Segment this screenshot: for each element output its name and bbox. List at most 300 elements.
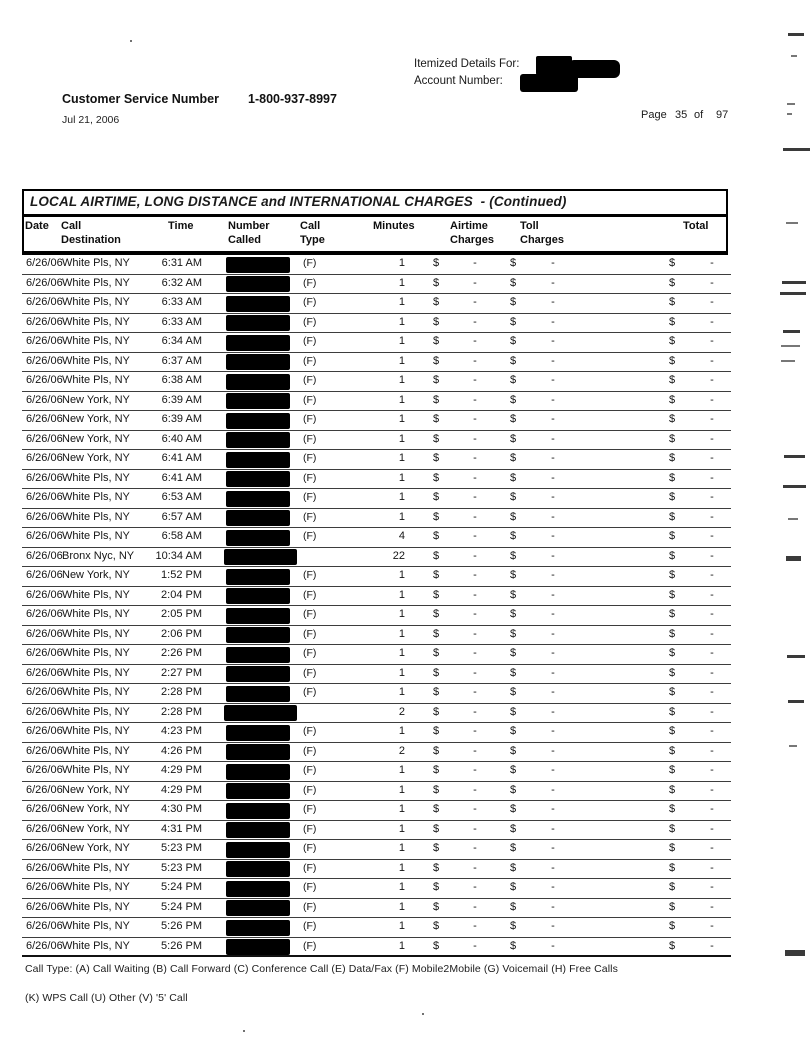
scan-artifact [788,33,804,36]
page-of-label: of [694,109,704,121]
cell-call-type: (F) [303,510,317,523]
table-body [22,255,731,957]
cell-toll-currency: $ [510,569,517,581]
cell-toll-currency: $ [510,452,517,464]
cell-toll-amount: - [551,783,555,796]
cell-call-type: (F) [303,374,317,386]
cell-call-type: (F) [303,744,317,757]
cell-total-amount: - [710,393,714,406]
cell-date: 6/26/06 [26,744,63,757]
cell-destination: White Pls, NY [62,744,130,757]
cell-call-type: (F) [303,530,317,542]
redacted-number-called [226,315,290,331]
cell-date: 6/26/06 [26,647,63,659]
cell-call-type: (F) [303,393,317,406]
cell-minutes: 1 [398,608,405,620]
cell-date: 6/26/06 [26,471,63,484]
cell-total-currency: $ [669,530,676,542]
redacted-number-called [226,354,290,370]
cell-minutes: 1 [398,842,405,854]
cell-toll-currency: $ [510,510,517,523]
cell-airtime-currency: $ [433,588,440,601]
cell-destination: New York, NY [62,842,130,854]
table-row [22,372,731,392]
cell-total-amount: - [710,335,714,347]
cell-total-currency: $ [669,666,676,679]
scan-artifact [784,455,805,458]
cell-date: 6/26/06 [26,491,63,503]
redacted-number-called [226,432,290,448]
cell-date: 6/26/06 [26,510,63,523]
cell-destination: New York, NY [62,822,130,835]
cell-airtime-amount: - [473,666,477,679]
cell-airtime-amount: - [473,647,477,659]
cell-toll-amount: - [551,354,555,367]
cell-toll-currency: $ [510,822,517,835]
cell-airtime-currency: $ [433,315,440,328]
cell-airtime-amount: - [473,393,477,406]
redacted-number-called [226,296,290,312]
cell-airtime-currency: $ [433,861,440,874]
cell-toll-amount: - [551,842,555,854]
cell-destination: White Pls, NY [62,920,130,932]
scan-artifact [781,360,795,362]
cell-date: 6/26/06 [26,374,63,386]
cell-date: 6/26/06 [26,393,63,406]
cell-time: 4:23 PM [161,725,202,737]
cell-total-currency: $ [669,744,676,757]
table-row [22,450,731,470]
cell-toll-currency: $ [510,374,517,386]
cell-total-amount: - [710,861,714,874]
cell-total-amount: - [710,491,714,503]
cell-call-type: (F) [303,783,317,796]
cell-time: 6:32 AM [161,276,202,289]
table-row [22,743,731,763]
cell-date: 6/26/06 [26,257,63,269]
cell-date: 6/26/06 [26,608,63,620]
cell-time: 2:05 PM [161,608,202,620]
cell-time: 6:37 AM [161,354,202,367]
table-row [22,353,731,373]
cell-airtime-currency: $ [433,627,440,640]
cell-toll-currency: $ [510,549,517,562]
cell-airtime-amount: - [473,374,477,386]
cell-call-type: (F) [303,627,317,640]
cell-total-amount: - [710,432,714,445]
cell-date: 6/26/06 [26,354,63,367]
cell-date: 6/26/06 [26,276,63,289]
table-row [22,860,731,880]
cell-toll-amount: - [551,666,555,679]
cell-destination: New York, NY [62,393,130,406]
cell-total-amount: - [710,764,714,776]
col-header-destination-l2: Destination [61,234,121,246]
cell-airtime-currency: $ [433,549,440,562]
cell-airtime-currency: $ [433,510,440,523]
cell-airtime-currency: $ [433,471,440,484]
cell-toll-amount: - [551,491,555,503]
cell-destination: White Pls, NY [62,705,130,718]
cell-date: 6/26/06 [26,842,63,854]
scan-artifact [780,292,806,295]
cell-airtime-amount: - [473,569,477,581]
cell-toll-currency: $ [510,413,517,425]
cell-destination: White Pls, NY [62,939,130,952]
cell-total-amount: - [710,725,714,737]
cell-toll-currency: $ [510,725,517,737]
redacted-number-called [226,413,290,429]
cell-call-type: (F) [303,257,317,269]
cell-airtime-amount: - [473,471,477,484]
cell-call-type: (F) [303,842,317,854]
cell-destination: White Pls, NY [62,354,130,367]
cell-airtime-amount: - [473,354,477,367]
cell-call-type: (F) [303,920,317,932]
cell-destination: White Pls, NY [62,296,130,308]
cell-minutes: 1 [398,491,405,503]
cell-destination: Bronx Nyc, NY [62,549,135,562]
scan-artifact [789,745,797,747]
cell-time: 5:24 PM [161,900,202,913]
cell-total-currency: $ [669,686,676,698]
cell-airtime-currency: $ [433,393,440,406]
cell-minutes: 2 [398,705,405,718]
cell-total-currency: $ [669,569,676,581]
cell-total-amount: - [710,315,714,328]
cell-call-type: (F) [303,822,317,835]
cell-airtime-amount: - [473,549,477,562]
redacted-number-called [226,276,290,292]
redacted-number-called [226,647,290,663]
table-row [22,723,731,743]
cell-total-currency: $ [669,374,676,386]
cell-total-amount: - [710,686,714,698]
col-header-time: Time [168,220,194,232]
statement-date: Jul 21, 2006 [62,114,120,126]
cell-destination: New York, NY [62,803,130,815]
cell-date: 6/26/06 [26,432,63,445]
cell-date: 6/26/06 [26,335,63,347]
cell-minutes: 1 [398,452,405,464]
cell-date: 6/26/06 [26,764,63,776]
cell-minutes: 1 [398,354,405,367]
cell-toll-amount: - [551,276,555,289]
cell-call-type: (F) [303,569,317,581]
cell-call-type: (F) [303,725,317,737]
call-type-legend-line1: Call Type: (A) Call Waiting (B) Call Forward (C) Conference Call (E) Data/Fax (F) Mobile2Mobile (G) Voicemail (H) Free Calls [25,963,618,975]
account-number-label: Account Number: [414,75,503,87]
cell-total-currency: $ [669,296,676,308]
cell-toll-amount: - [551,764,555,776]
redacted-number-called [226,530,290,546]
cell-total-amount: - [710,608,714,620]
cell-airtime-amount: - [473,452,477,464]
table-row [22,333,731,353]
cell-date: 6/26/06 [26,296,63,308]
cell-date: 6/26/06 [26,861,63,874]
scan-speck [130,40,132,42]
page-current: 35 [675,109,688,121]
redacted-name-part1 [536,56,572,75]
customer-service-number: 1-800-937-8997 [248,92,337,106]
redacted-number-called [226,666,290,682]
cell-toll-currency: $ [510,627,517,640]
cell-total-currency: $ [669,900,676,913]
cell-total-amount: - [710,276,714,289]
cell-date: 6/26/06 [26,705,63,718]
cell-date: 6/26/06 [26,900,63,913]
cell-date: 6/26/06 [26,627,63,640]
cell-date: 6/26/06 [26,452,63,464]
cell-toll-amount: - [551,374,555,386]
table-row [22,821,731,841]
cell-total-currency: $ [669,783,676,796]
redacted-number-called [226,744,290,760]
cell-toll-amount: - [551,335,555,347]
cell-call-type: (F) [303,939,317,952]
cell-minutes: 1 [398,627,405,640]
table-row [22,470,731,490]
cell-airtime-amount: - [473,257,477,269]
cell-destination: New York, NY [62,432,130,445]
cell-airtime-amount: - [473,744,477,757]
cell-airtime-amount: - [473,315,477,328]
cell-toll-currency: $ [510,900,517,913]
cell-airtime-currency: $ [433,647,440,659]
cell-minutes: 1 [398,393,405,406]
scan-artifact [785,950,805,956]
scan-speck [422,1013,424,1015]
redacted-number-called [226,491,290,507]
cell-toll-amount: - [551,881,555,893]
cell-destination: White Pls, NY [62,588,130,601]
table-row [22,938,731,958]
cell-date: 6/26/06 [26,686,63,698]
cell-time: 2:26 PM [161,647,202,659]
redacted-number-called [226,803,290,819]
cell-airtime-amount: - [473,920,477,932]
cell-total-currency: $ [669,471,676,484]
cell-destination: White Pls, NY [62,257,130,269]
cell-destination: White Pls, NY [62,861,130,874]
cell-date: 6/26/06 [26,881,63,893]
cell-toll-amount: - [551,471,555,484]
cell-minutes: 22 [392,549,405,562]
cell-toll-amount: - [551,803,555,815]
redacted-number-called [226,822,290,838]
cell-date: 6/26/06 [26,413,63,425]
cell-airtime-currency: $ [433,530,440,542]
cell-total-amount: - [710,354,714,367]
cell-destination: White Pls, NY [62,608,130,620]
cell-call-type: (F) [303,354,317,367]
cell-call-type: (F) [303,471,317,484]
cell-airtime-currency: $ [433,725,440,737]
col-header-destination-l1: Call [61,220,82,232]
table-row [22,567,731,587]
cell-total-currency: $ [669,627,676,640]
cell-minutes: 1 [398,432,405,445]
col-header-number-l1: Number [228,220,270,232]
cell-time: 6:53 AM [161,491,202,503]
cell-date: 6/26/06 [26,803,63,815]
cell-call-type: (F) [303,686,317,698]
cell-airtime-amount: - [473,276,477,289]
cell-airtime-amount: - [473,725,477,737]
cell-total-amount: - [710,510,714,523]
cell-total-currency: $ [669,413,676,425]
table-row [22,528,731,548]
cell-time: 5:24 PM [161,881,202,893]
cell-total-currency: $ [669,315,676,328]
cell-total-amount: - [710,842,714,854]
cell-toll-currency: $ [510,491,517,503]
customer-service-label: Customer Service Number [62,92,220,106]
cell-minutes: 1 [398,920,405,932]
cell-airtime-amount: - [473,335,477,347]
cell-airtime-amount: - [473,861,477,874]
cell-total-amount: - [710,822,714,835]
cell-toll-currency: $ [510,861,517,874]
cell-airtime-currency: $ [433,452,440,464]
cell-airtime-currency: $ [433,335,440,347]
scan-artifact [783,330,800,333]
page-label: Page [641,109,667,121]
cell-minutes: 1 [398,374,405,386]
cell-toll-currency: $ [510,335,517,347]
cell-toll-currency: $ [510,744,517,757]
cell-toll-currency: $ [510,764,517,776]
cell-minutes: 1 [398,296,405,308]
cell-total-currency: $ [669,549,676,562]
cell-destination: White Pls, NY [62,315,130,328]
redacted-number-called [224,705,297,721]
redacted-number-called [226,471,290,487]
table-row [22,665,731,685]
col-header-total: Total [683,220,709,232]
cell-call-type: (F) [303,315,317,328]
scan-speck [243,1030,245,1032]
cell-call-type: (F) [303,608,317,620]
cell-total-amount: - [710,374,714,386]
cell-minutes: 2 [398,744,405,757]
cell-airtime-currency: $ [433,608,440,620]
cell-toll-amount: - [551,432,555,445]
cell-toll-amount: - [551,725,555,737]
cell-date: 6/26/06 [26,549,63,562]
cell-time: 2:28 PM [161,686,202,698]
scan-artifact [786,222,798,224]
page-total: 97 [716,109,729,121]
cell-toll-currency: $ [510,686,517,698]
cell-total-amount: - [710,900,714,913]
cell-total-currency: $ [669,354,676,367]
cell-minutes: 1 [398,939,405,952]
cell-total-currency: $ [669,276,676,289]
cell-time: 6:34 AM [161,335,202,347]
table-row [22,411,731,431]
cell-airtime-amount: - [473,432,477,445]
cell-toll-amount: - [551,705,555,718]
cell-airtime-currency: $ [433,842,440,854]
cell-destination: White Pls, NY [62,647,130,659]
cell-airtime-currency: $ [433,705,440,718]
redacted-number-called [226,510,290,526]
redacted-number-called [226,608,290,624]
table-row [22,548,731,568]
cell-toll-currency: $ [510,939,517,952]
cell-airtime-currency: $ [433,432,440,445]
cell-airtime-amount: - [473,627,477,640]
table-row [22,294,731,314]
title-divider [22,214,728,217]
cell-total-amount: - [710,803,714,815]
cell-time: 2:27 PM [161,666,202,679]
cell-destination: White Pls, NY [62,881,130,893]
cell-airtime-currency: $ [433,783,440,796]
cell-airtime-currency: $ [433,491,440,503]
cell-time: 4:29 PM [161,764,202,776]
cell-total-currency: $ [669,861,676,874]
redacted-number-called [226,588,290,604]
redacted-number-called [226,569,290,585]
table-row [22,879,731,899]
cell-call-type: (F) [303,276,317,289]
cell-toll-currency: $ [510,315,517,328]
cell-destination: White Pls, NY [62,276,130,289]
cell-date: 6/26/06 [26,666,63,679]
cell-time: 6:31 AM [161,257,202,269]
cell-total-currency: $ [669,920,676,932]
cell-total-amount: - [710,296,714,308]
cell-minutes: 1 [398,413,405,425]
redacted-number-called [226,842,290,858]
redacted-number-called [226,257,290,273]
cell-toll-currency: $ [510,296,517,308]
scan-artifact [781,345,800,347]
redacted-number-called [226,725,290,741]
cell-toll-amount: - [551,530,555,542]
cell-call-type: (F) [303,900,317,913]
cell-airtime-amount: - [473,686,477,698]
cell-airtime-amount: - [473,510,477,523]
cell-total-amount: - [710,920,714,932]
cell-total-amount: - [710,939,714,952]
table-row [22,762,731,782]
cell-minutes: 1 [398,725,405,737]
cell-toll-currency: $ [510,257,517,269]
cell-total-amount: - [710,666,714,679]
cell-total-amount: - [710,452,714,464]
cell-toll-amount: - [551,608,555,620]
cell-destination: White Pls, NY [62,335,130,347]
table-row [22,606,731,626]
table-row [22,645,731,665]
redacted-number-called [226,393,290,409]
cell-time: 5:26 PM [161,939,202,952]
cell-call-type: (F) [303,588,317,601]
table-row [22,587,731,607]
cell-destination: New York, NY [62,569,130,581]
cell-call-type: (F) [303,647,317,659]
cell-toll-currency: $ [510,783,517,796]
scan-artifact [791,55,797,57]
cell-toll-currency: $ [510,842,517,854]
cell-time: 4:26 PM [161,744,202,757]
cell-minutes: 1 [398,822,405,835]
cell-total-currency: $ [669,393,676,406]
